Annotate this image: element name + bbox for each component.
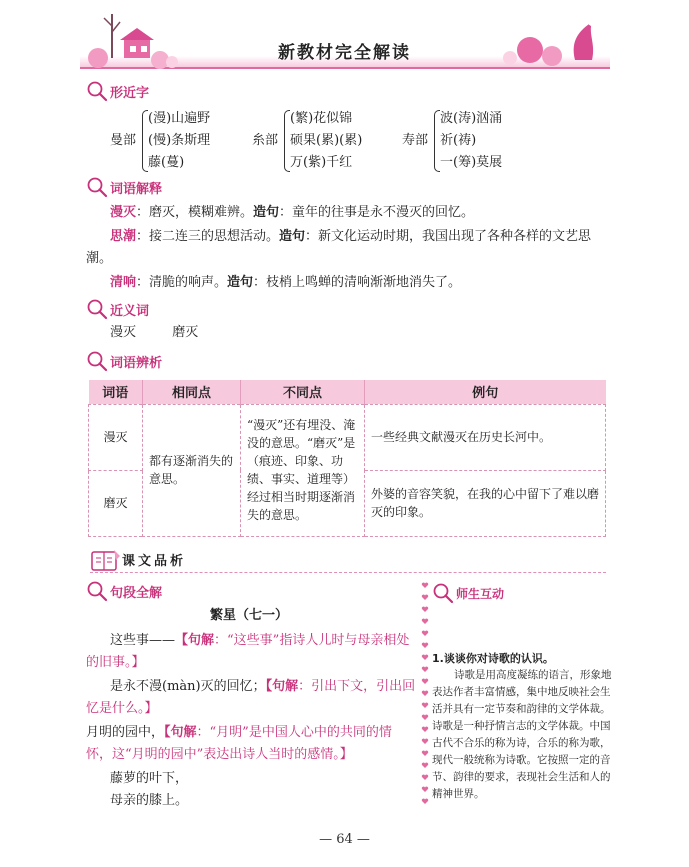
section-word-compare: [86, 350, 162, 372]
explanation-item: [86, 226, 606, 270]
section-title: 词语解释: [110, 181, 163, 197]
poem-line: [86, 768, 416, 790]
explanation-item: [86, 202, 606, 224]
example-tag: 造句: [253, 205, 280, 220]
char-group-label: 曼部: [110, 133, 137, 148]
ribbon-label: 课文品析: [122, 554, 187, 569]
example-sentence: ：童年的往事是永不漫灭的回忆。: [279, 205, 475, 220]
poem-line-text: 是永不漫(màn)灭的回忆；: [110, 679, 266, 694]
explanation-definition: ：磨灭，模糊难辨。: [136, 205, 254, 220]
cell-word: 磨灭: [89, 470, 143, 536]
section-synonyms: [86, 298, 149, 320]
poem-line: [86, 790, 416, 812]
section-title: 师生互动: [456, 586, 505, 601]
cell-difference: “漫灭”还有埋没、淹没的意思。“磨灭”是（痕迹、印象、功绩、事实、道理等）经过相当时期逐渐消失的意思。: [241, 404, 365, 536]
char-item: 祈(祷): [440, 133, 477, 148]
interaction-question: 1.谈谈你对诗歌的认识。: [432, 652, 554, 665]
poem-line-text: 母亲的膝上。: [110, 793, 189, 808]
annotation-note: ：“月明”是中国人心中的共同的情怀，这“月明的园中”表达出诗人当时的感情。】: [86, 725, 392, 762]
char-item: 一(筹)莫展: [440, 155, 503, 170]
poem-title: 繁星（七一）: [210, 608, 289, 623]
cell-example: 外婆的音容笑貌，在我的心中留下了难以磨灭的印象。: [365, 470, 606, 536]
magnifier-icon: [86, 80, 108, 102]
explanation-definition: ：清脆的响声。: [136, 275, 228, 290]
char-item: 藤(蔓): [148, 155, 185, 170]
cell-example: 一些经典文献漫灭在历史长河中。: [365, 404, 606, 470]
example-sentence: ：枝梢上鸣蝉的清响渐渐地消失了。: [253, 275, 462, 290]
magnifier-icon: [86, 176, 108, 198]
page-header: [0, 0, 689, 82]
annotation-note: ：引出下文，引出回忆是什么。】: [86, 679, 416, 716]
char-item: 万(紫)千红: [290, 155, 353, 170]
interaction-answer: 诗歌是用高度凝练的语言，形象地表达作者丰富情感，集中地反映社会生活并具有一定节奏和韵律的文学体裁。诗歌是一种抒情言志的文学体裁。中国古代不合乐的称为诗，合乐的称为歌，现代一般统称为诗歌。它按照一定的音节、韵律的要求，表现社会生活和人的精神世界。: [432, 669, 612, 800]
example-tag: 造句: [279, 229, 306, 244]
section-divider: [90, 572, 606, 573]
column-header: 词语: [89, 380, 143, 404]
char-item: (慢)条斯理: [148, 133, 211, 148]
column-header: 例句: [365, 380, 606, 404]
explanation-term: 漫灭: [110, 205, 137, 220]
book-title: 新教材完全解读: [278, 43, 411, 63]
annotation-tag: 【句解: [175, 633, 215, 648]
annotation-note: ：“这些事”指诗人儿时与母亲相处的旧事。】: [86, 633, 410, 670]
section-text-analysis: [86, 580, 162, 602]
cell-word: 漫灭: [89, 404, 143, 470]
synonym-list: [110, 322, 630, 344]
explanation-term: 思潮: [110, 229, 137, 244]
poem-line-text: 藤萝的叶下，: [110, 771, 189, 786]
explanation-definition: ：接二连三的思想活动。: [136, 229, 280, 244]
interaction-block: [432, 650, 612, 803]
section-title: 近义词: [110, 303, 150, 319]
explanation-term: 清响: [110, 275, 137, 290]
char-item: 硕果(累)(累): [290, 133, 363, 148]
table-header-row: [89, 380, 606, 404]
section-title: 词语辨析: [110, 355, 163, 371]
section-title: 形近字: [110, 85, 150, 101]
column-header: 不同点: [241, 380, 365, 404]
char-group-label: 糸部: [252, 133, 279, 148]
char-group-label: 寿部: [402, 133, 429, 148]
explanation-item: [86, 272, 606, 294]
annotation-tag: 【句解: [164, 725, 197, 740]
section-similar-chars: [86, 80, 149, 102]
poem-line: [86, 630, 416, 674]
magnifier-icon: [86, 580, 108, 602]
cell-common: 都有逐渐消失的意思。: [143, 404, 241, 536]
section-word-explain: [86, 176, 162, 198]
char-item: (繁)花似锦: [290, 111, 353, 126]
char-item: (漫)山遍野: [148, 111, 211, 126]
example-tag: 造句: [227, 275, 254, 290]
magnifier-icon: [86, 298, 108, 320]
annotation-tag: 【句解: [265, 679, 299, 694]
poem-line-text: 这些事——: [110, 633, 176, 648]
table-row: [89, 404, 606, 470]
synonym-word: 磨灭: [172, 325, 199, 340]
page-number: — 64 —: [319, 832, 370, 847]
heart-divider: [420, 582, 430, 812]
example-sentence: ：新文化运动时期，我国出现了各种各样的文艺思潮。: [86, 229, 592, 266]
section-title: 句段全解: [110, 585, 163, 601]
column-header: 相同点: [143, 380, 241, 404]
poem-line-text: 月明的园中，: [86, 725, 165, 740]
char-item: 波(涛)汹涌: [440, 111, 503, 126]
poem-line: [86, 722, 416, 766]
poem-line: [86, 676, 416, 720]
compare-table: [88, 380, 606, 537]
magnifier-icon: [86, 350, 108, 372]
section-interaction: [432, 582, 504, 604]
magnifier-icon: [432, 582, 454, 604]
synonym-word: 漫灭: [110, 325, 137, 340]
